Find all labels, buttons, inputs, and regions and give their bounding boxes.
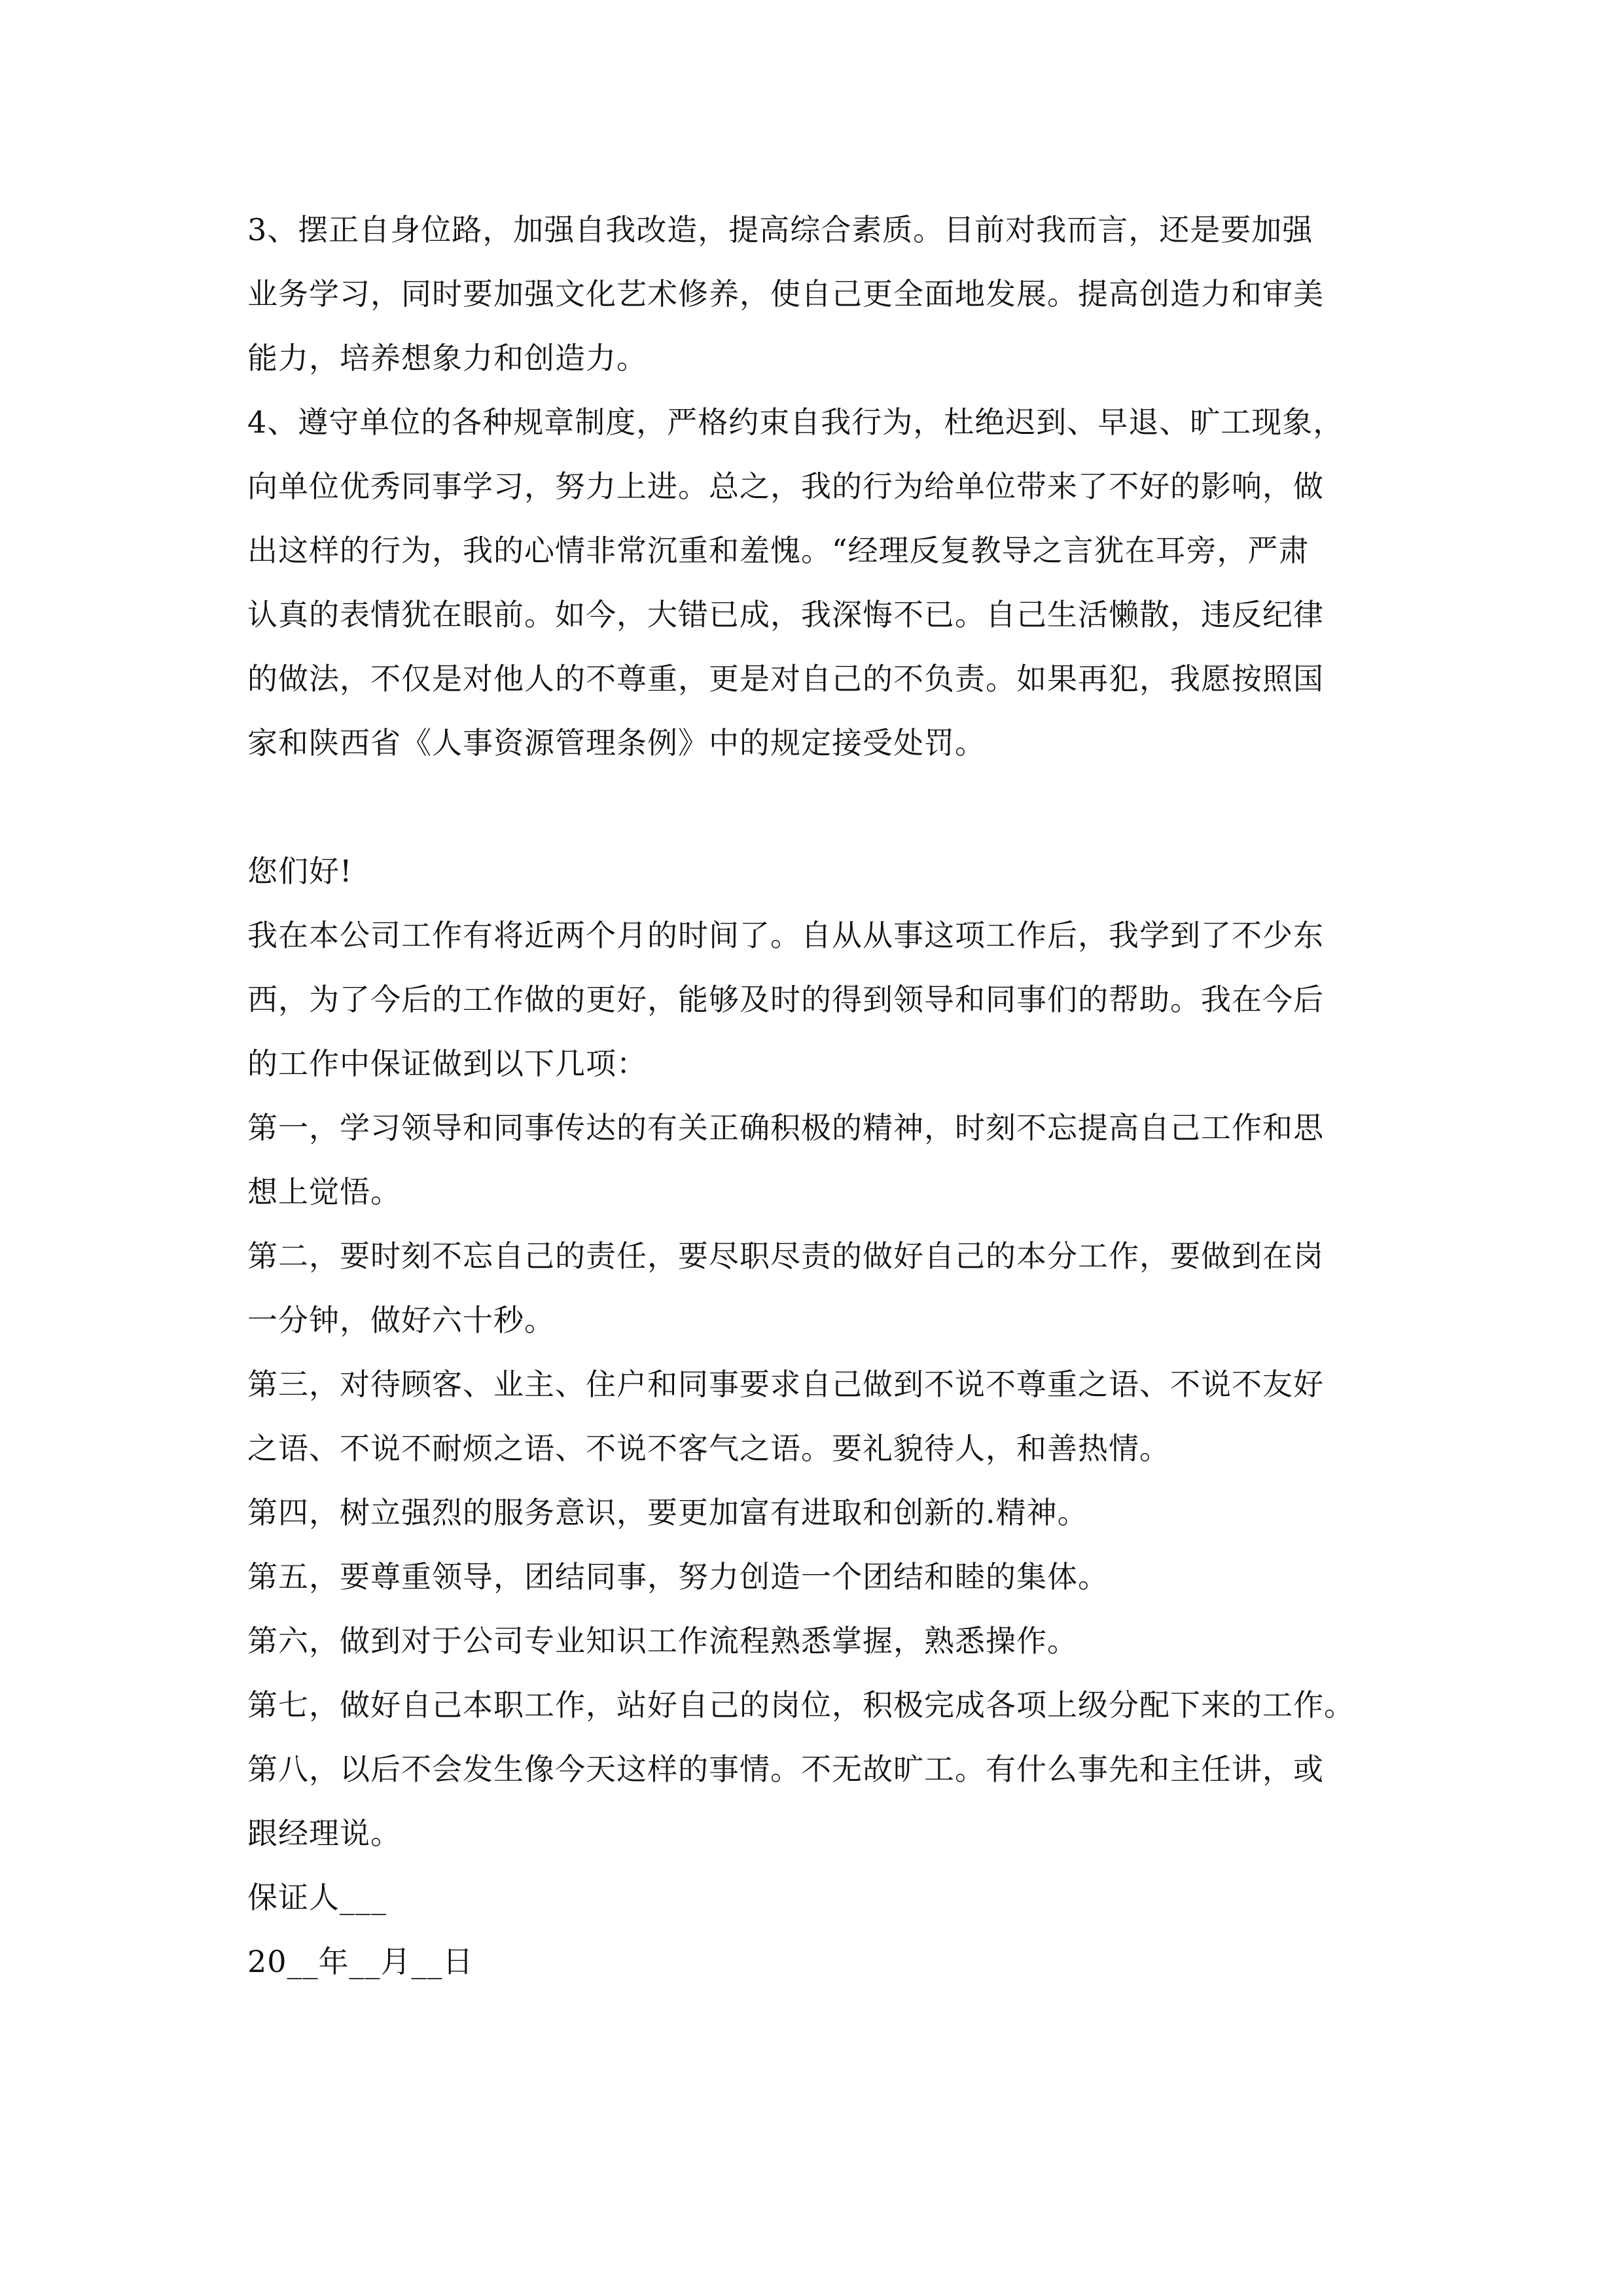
paragraph-line: 家和陕西省《人事资源管理条例》中的规定接受处罚。	[247, 725, 986, 761]
paragraph-line: 一分钟，做好六十秒。	[247, 1302, 555, 1338]
paragraph-line: 3、摆正自身位路，加强自我改造，提高综合素质。目前对我而言，还是要加强	[247, 212, 1313, 247]
paragraph-line: 能力，培养想象力和创造力。	[247, 340, 647, 376]
paragraph-line: 西，为了今后的工作做的更好，能够及时的得到领导和同事们的帮助。我在今后	[247, 982, 1324, 1017]
date-line: 20__年__月__日	[247, 1944, 474, 1979]
paragraph-line: 跟经理说。	[247, 1816, 401, 1851]
paragraph-line: 的工作中保证做到以下几项：	[247, 1046, 647, 1081]
paragraph-line: 之语、不说不耐烦之语、不说不客气之语。要礼貌待人，和善热情。	[247, 1431, 1170, 1466]
paragraph-line: 的做法，不仅是对他人的不尊重，更是对自己的不负责。如果再犯，我愿按照国	[247, 661, 1324, 696]
paragraph-line: 第二，要时刻不忘自己的责任，要尽职尽责的做好自己的本分工作，要做到在岗	[247, 1238, 1324, 1274]
section-gap	[247, 775, 1386, 839]
paragraph-line: 第七，做好自己本职工作，站好自己的岗位，积极完成各项上级分配下来的工作。	[247, 1687, 1355, 1723]
section-pledge-items	[247, 198, 1386, 775]
document-page	[247, 198, 1386, 1994]
paragraph-line: 我在本公司工作有将近两个月的时间了。自从从事这项工作后，我学到了不少东	[247, 918, 1324, 953]
paragraph-line: 4、遵守单位的各种规章制度，严格约束自我行为，杜绝迟到、早退、旷工现象，	[247, 404, 1344, 440]
paragraph-line: 第四，树立强烈的服务意识，要更加富有进取和创新的.精神。	[247, 1495, 1088, 1530]
paragraph-line: 想上觉悟。	[247, 1174, 401, 1210]
paragraph-line: 第八，以后不会发生像今天这样的事情。不无故旷工。有什么事先和主任讲，或	[247, 1751, 1324, 1787]
paragraph-line: 出这样的行为，我的心情非常沉重和羞愧。“经理反复教导之言犹在耳旁，严肃	[247, 533, 1310, 568]
signature-line: 保证人___	[247, 1880, 387, 1915]
paragraph-line: 业务学习，同时要加强文化艺术修养，使自己更全面地发展。提高创造力和审美	[247, 276, 1324, 312]
section-guarantee-letter	[247, 839, 1386, 1994]
paragraph-line: 第六，做到对于公司专业知识工作流程熟悉掌握，熟悉操作。	[247, 1623, 1078, 1659]
paragraph-line: 第一，学习领导和同事传达的有关正确积极的精神，时刻不忘提高自己工作和思	[247, 1110, 1324, 1145]
paragraph-line: 认真的表情犹在眼前。如今，大错已成，我深悔不已。自己生活懒散，违反纪律	[247, 597, 1324, 632]
paragraph-line: 第三，对待顾客、业主、住户和同事要求自己做到不说不尊重之语、不说不友好	[247, 1367, 1324, 1402]
paragraph-line: 第五，要尊重领导，团结同事，努力创造一个团结和睦的集体。	[247, 1559, 1109, 1594]
greeting: 您们好!	[247, 853, 353, 889]
paragraph-line: 向单位优秀同事学习，努力上进。总之，我的行为给单位带来了不好的影响，做	[247, 469, 1324, 504]
